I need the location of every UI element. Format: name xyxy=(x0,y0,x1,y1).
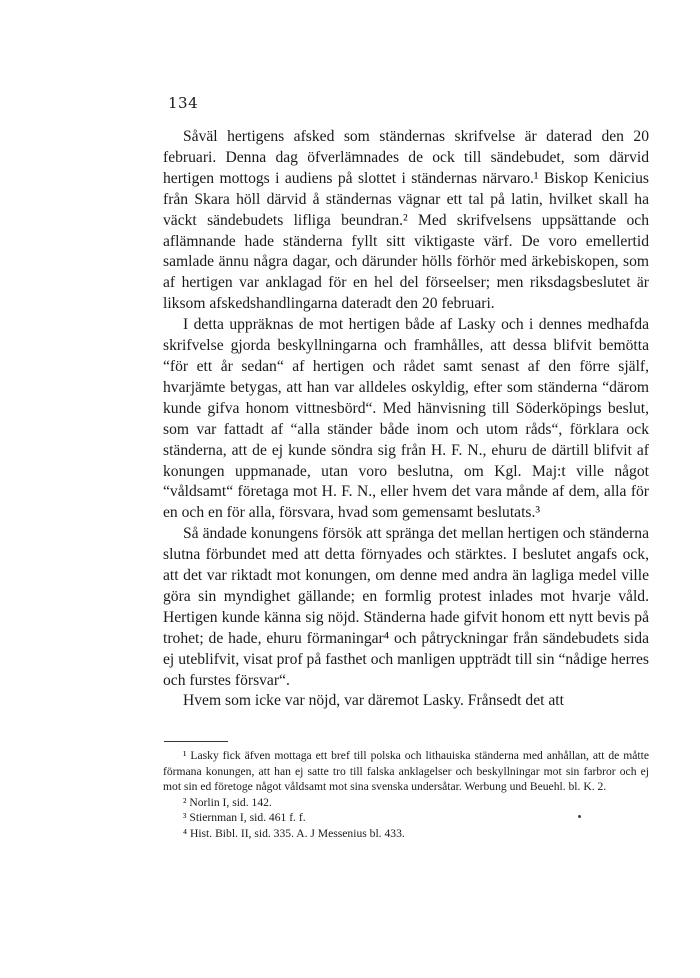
footnote: ³ Stiernman I, sid. 461 f. f. xyxy=(183,811,306,825)
footnote: ¹ Lasky fick äfven mottaga ett bref till polska och lithauiska ständerna med anhållan, att de måtte förmana konungen, att han ej satte tro till falska anklagelser och beskyllningar mot sin farbror och ej mot sin ed företoge något våldsamt mot sina svenska undersåtar. Werbung und Beuehl. bl. K. 2. xyxy=(163,749,649,794)
paragraph: Såväl hertigens afsked som ständernas skrifvelse är daterad den 20 februari. Denna dag öfverlämnades de ock till sändebudet, som därvid hertigen mottogs i audiens på slottet i ständernas närvaro.¹ Biskop Kenicius från Skara höll därvid å ständernas vägnar ett tal på latin, hvilket skall ha väckt sändebudets lifliga beundran.² Med skrifvelsens uppsättande och aflämnande hade ständerna fyllt sitt viktigaste värf. De voro emellertid samlade ännu några dagar, och därunder hölls förhör med ärkebiskopen, som af hertigen var anklagad för en hel del förseelser; men riksdagsbeslutet är liksom afskedshandlingarna dateradt den 20 februari. xyxy=(163,128,649,313)
footnote-divider xyxy=(164,741,228,742)
paragraph: Så ändade konungens försök att spränga det mellan hertigen och ständerna slutna förbundet med att detta förnyades och stärktes. I beslutet angafs ock, att det var riktadt mot konungen, om denne med andra än lagliga medel ville göra sin myndighet gällande; en formlig protest inlades mot hvarje våld. Hertigen kunde känna sig nöjd. Ständerna hade gifvit honom ett nytt bevis på trohet; de hade, ehuru förmaningar⁴ och påtryckningar från sändebudets sida ej uteblifvit, visat prof på fasthet och manligen uppträdt till sin “nådige herres och furstes försvar“. xyxy=(163,525,649,689)
footnote: ² Norlin I, sid. 142. xyxy=(183,795,272,809)
paragraph: Hvem som icke var nöjd, var däremot Lasky. Frånsedt det att xyxy=(183,692,564,710)
footnote: ⁴ Hist. Bibl. II, sid. 335. A. J Messenius bl. 433. xyxy=(183,826,405,840)
footnotes xyxy=(163,748,649,842)
paragraph: I detta uppräknas de mot hertigen både af Lasky och i dennes medhafda skrifvelse gjorda beskyllningarna och framhålles, att dessa blifvit bemötta “för ett år sedan“ af hertigen och rådet samt senast af den förre själf, hvarjämte betygas, att han var alldeles oskyldig, efter som ständerna “därom kunde gifva honom vittnesbörd“. Med hänvisning till Söderköpings beslut, som var fattadt af “alla ständer både inom och utom råds“, förklara ock ständerna, att de ej kunde söndra sig från H. F. N., ehuru de därtill blifvit af konungen uppmanade, utan voro beslutna, om Kgl. Maj:t ville något “våldsamt“ företaga mot H. F. N., eller hvem det vara månde af dem, alla för en och en för alla, försvara, hvad som gemensamt beslutats.³ xyxy=(163,316,649,522)
body-text xyxy=(163,127,649,712)
page-number: 134 xyxy=(168,94,199,112)
print-speck xyxy=(578,815,581,818)
